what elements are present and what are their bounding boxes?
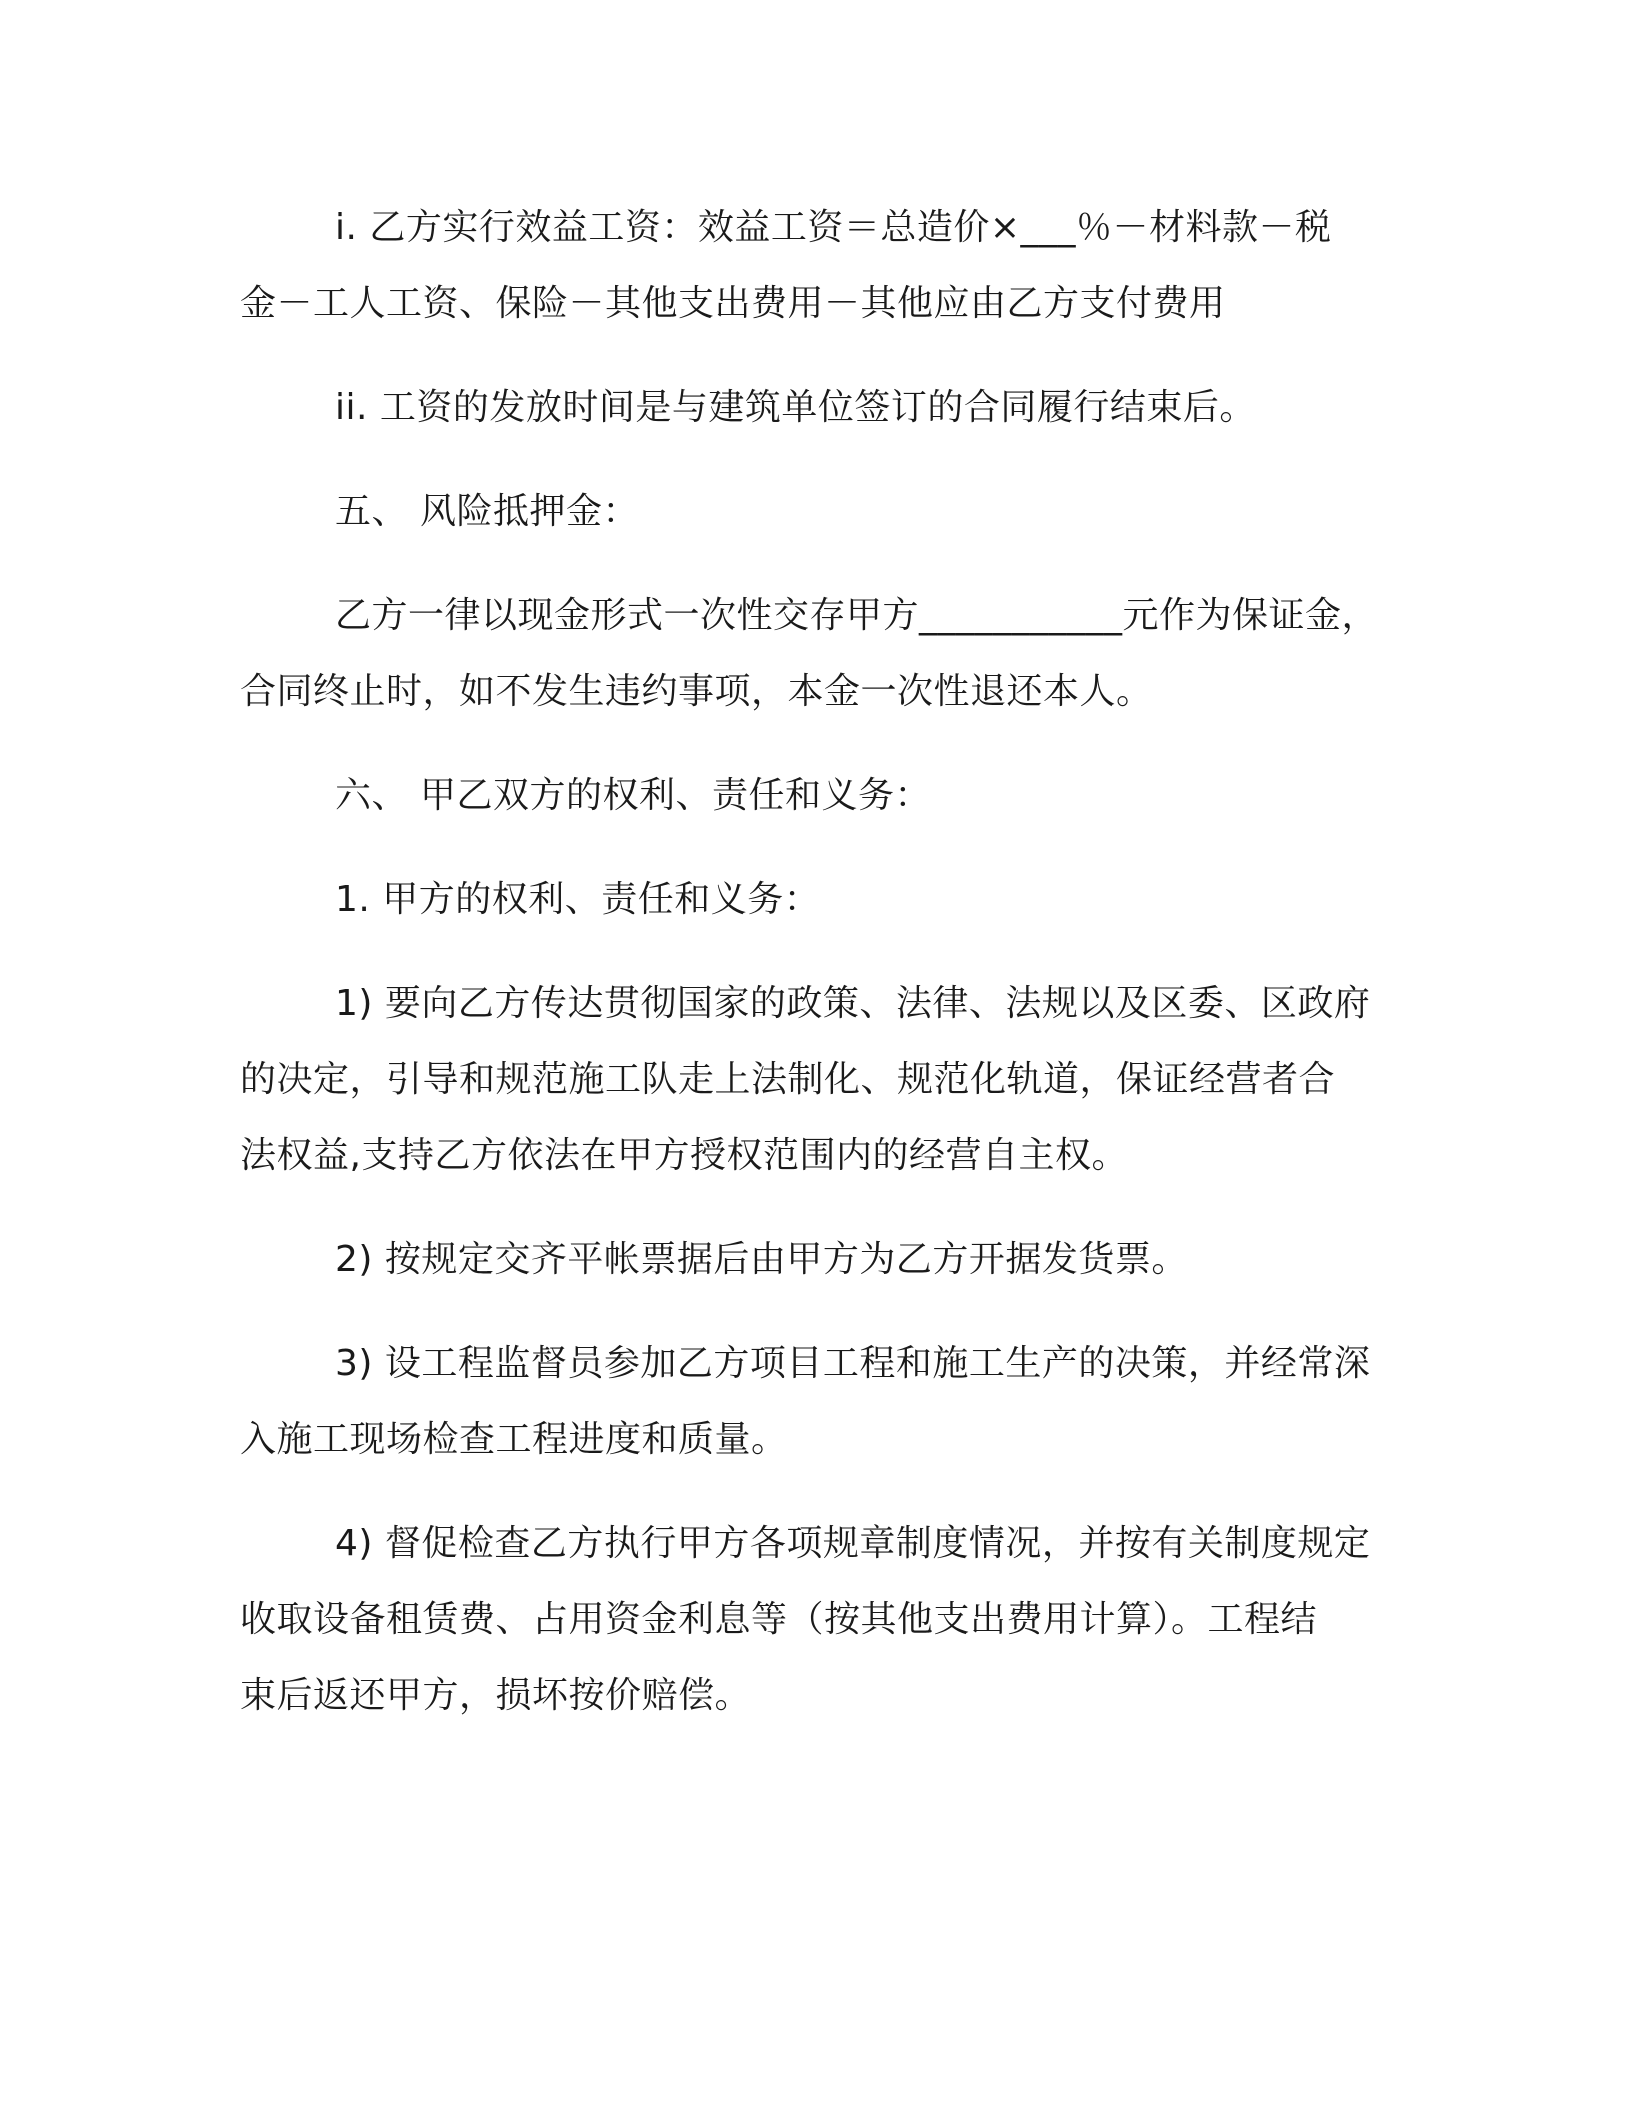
document-page [240, 190, 1420, 1762]
text-line: 乙方一律以现金形式一次性交存甲方___________元作为保证金， [335, 595, 1379, 636]
section-heading-deposit [240, 474, 1420, 550]
text-line: 收取设备租赁费、占用资金利息等（按其他支出费用计算）。工程结 [240, 1599, 1318, 1640]
text-line: i. 乙方实行效益工资：效益工资＝总造价×___％－材料款－税 [335, 207, 1332, 248]
paragraph-item-2 [240, 1222, 1420, 1298]
paragraph-wage-timing [240, 370, 1420, 446]
text-line: 1. 甲方的权利、责任和义务： [335, 879, 821, 920]
paragraph-item-1 [240, 966, 1420, 1194]
text-line: 金－工人工资、保险－其他支出费用－其他应由乙方支付费用 [240, 283, 1226, 324]
text-line: 合同终止时，如不发生违约事项，本金一次性退还本人。 [240, 671, 1153, 712]
text-line: 束后返还甲方，损坏按价赔偿。 [240, 1675, 752, 1716]
text-line: 五、 风险抵押金： [335, 491, 639, 532]
paragraph-item-3 [240, 1326, 1420, 1478]
text-line: 入施工现场检查工程进度和质量。 [240, 1419, 788, 1460]
text-line: 3) 设工程监督员参加乙方项目工程和施工生产的决策，并经常深 [335, 1343, 1371, 1384]
text-line: 的决定，引导和规范施工队走上法制化、规范化轨道，保证经营者合 [240, 1059, 1336, 1100]
text-line: 六、 甲乙双方的权利、责任和义务： [335, 775, 931, 816]
paragraph-wage-formula [240, 190, 1420, 342]
paragraph-deposit [240, 578, 1420, 730]
text-line: 2) 按规定交齐平帐票据后由甲方为乙方开据发货票。 [335, 1239, 1188, 1280]
subheading-party-a [240, 862, 1420, 938]
text-line: 4) 督促检查乙方执行甲方各项规章制度情况，并按有关制度规定 [335, 1523, 1371, 1564]
paragraph-item-4 [240, 1506, 1420, 1734]
text-line: ii. 工资的发放时间是与建筑单位签订的合同履行结束后。 [335, 387, 1256, 428]
text-line: 1) 要向乙方传达贯彻国家的政策、法律、法规以及区委、区政府 [335, 983, 1371, 1024]
text-line: 法权益,支持乙方依法在甲方授权范围内的经营自主权。 [240, 1135, 1128, 1176]
section-heading-rights [240, 758, 1420, 834]
